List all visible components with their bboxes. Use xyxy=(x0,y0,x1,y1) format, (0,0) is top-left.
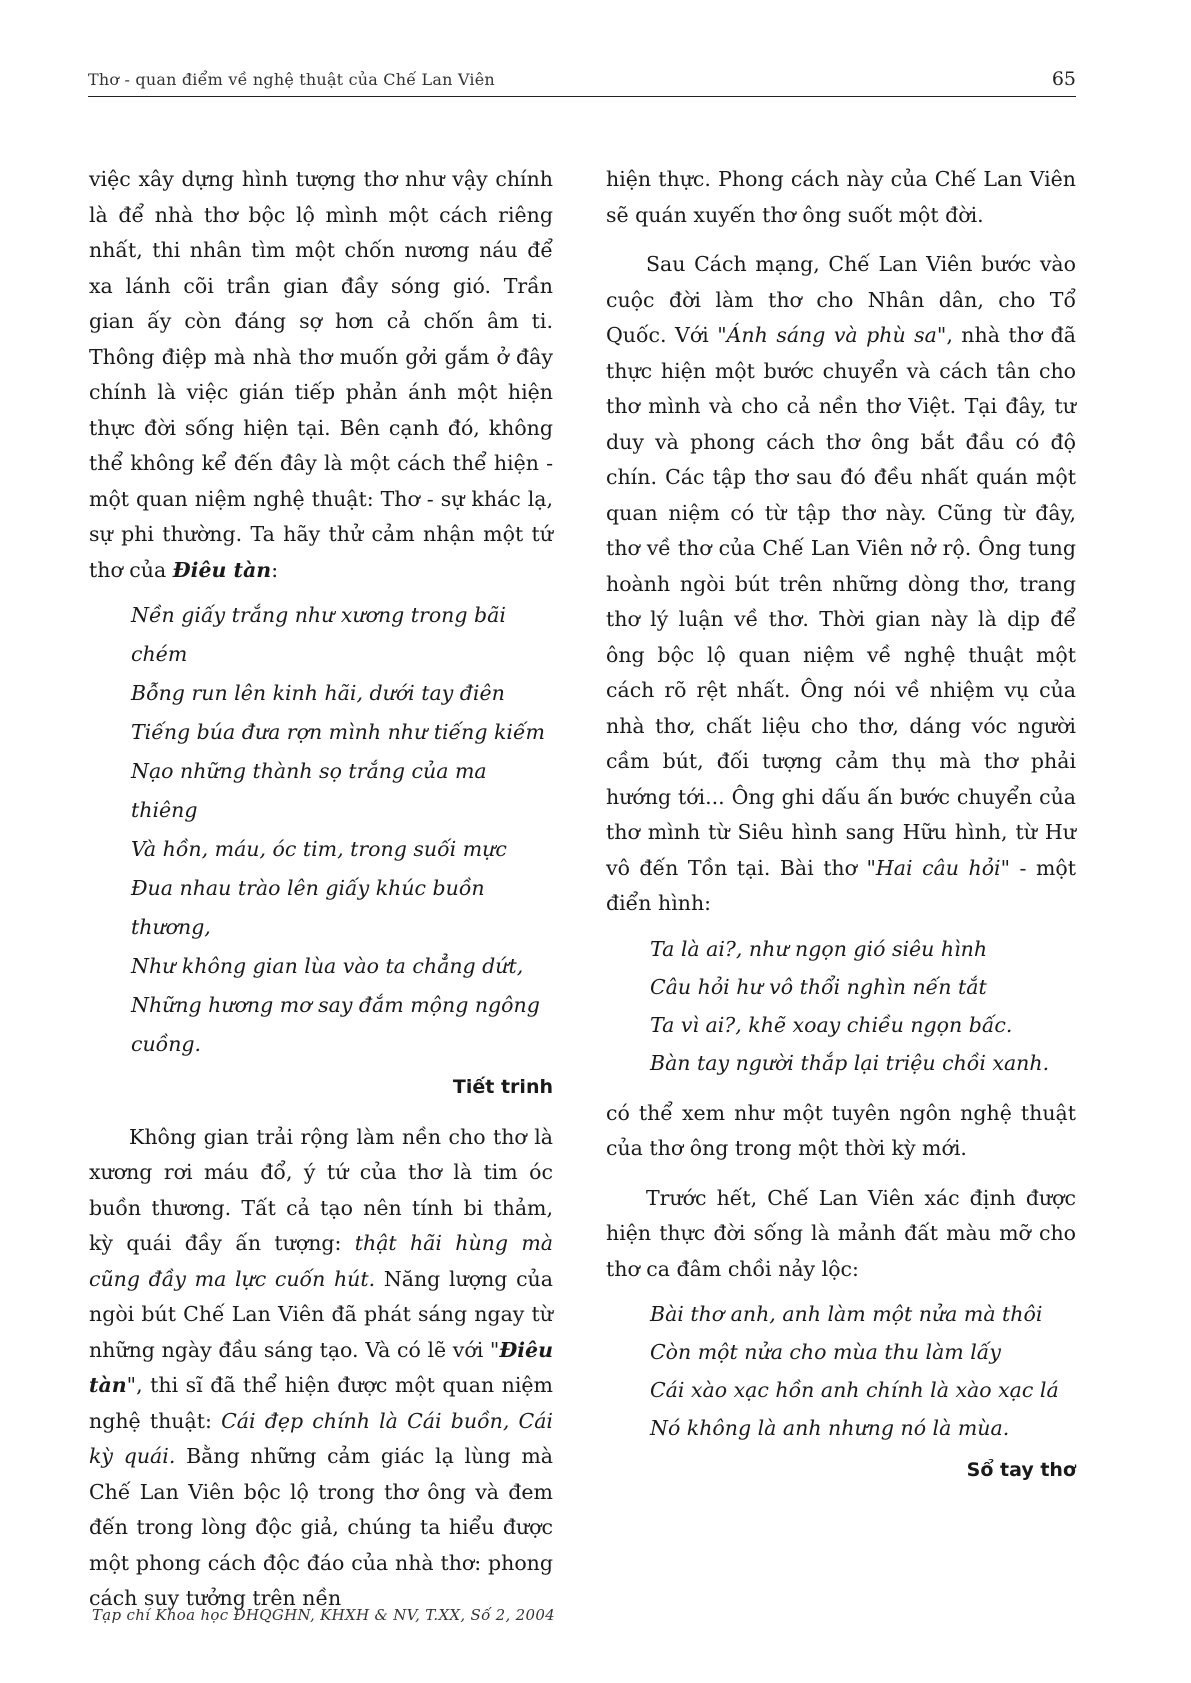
poem-line: Câu hỏi hư vô thổi nghìn nến tắt xyxy=(650,974,987,999)
poem-line: Bỗng run lên kinh hãi, dưới tay điên xyxy=(131,681,505,705)
poem-source: Sổ tay thơ xyxy=(966,1459,1076,1481)
paragraph: Không gian trải rộng làm nền cho thơ là xương rơi máu đổ, ý tứ của thơ là tim óc buồn thương. Tất cả tạo nên tính bi thảm, kỳ quái đầy ấn tượng: thật hãi hùng mà cũng đầy ma lực cuốn hút. Năng lượng của ngòi bút Chế Lan Viên đã phát sáng ngay từ những ngày đầu sáng tạo. Và có lẽ với "Điêu tàn", thi sĩ đã thể hiện được một quan niệm nghệ thuật: Cái đẹp chính là Cái buồn, Cái kỳ quái. Bằng những cảm giác lạ lùng mà Chế Lan Viên bộc lộ trong thơ ông và đem đến trong lòng độc giả, chúng ta hiểu được một phong cách độc đáo của nhà thơ: phong cách suy tưởng trên nền xyxy=(89,1124,554,1610)
paragraph: hiện thực. Phong cách này của Chế Lan Viên sẽ quán xuyến thơ ông suốt một đời. xyxy=(606,167,1076,227)
right-column xyxy=(606,162,1076,1499)
poem-line: Ta vì ai?, khẽ xoay chiều ngọn bấc. xyxy=(650,1012,1013,1037)
poem-line: Bàn tay người thắp lại triệu chồi xanh. xyxy=(650,1050,1050,1075)
poem-line: Ta là ai?, như ngọn gió siêu hình xyxy=(650,936,988,961)
left-column xyxy=(89,162,553,1617)
poem-line: Nó không là anh nhưng nó là mùa. xyxy=(650,1416,1010,1440)
poem-line: Nền giấy trắng như xương trong bãi chém xyxy=(131,603,506,666)
poem-line: Tiếng búa đưa rợn mình như tiếng kiếm xyxy=(131,720,545,744)
poem-quote xyxy=(89,596,553,1064)
paragraph: Trước hết, Chế Lan Viên xác định được hiện thực đời sống là mảnh đất màu mỡ cho thơ ca đâm chồi nảy lộc: xyxy=(606,1185,1076,1281)
poem-line: Đua nhau trào lên giấy khúc buồn thương, xyxy=(131,876,485,939)
paragraph: việc xây dựng hình tượng thơ như vậy chính là để nhà thơ bộc lộ mình một cách riêng nhất, thi nhân tìm một chốn nương náu để xa lánh cõi trần gian đầy sóng gió. Trần gian ấy còn đáng sợ hơn cả chốn âm ti. Thông điệp mà nhà thơ muốn gởi gắm ở đây chính là việc gián tiếp phản ánh một hiện thực đời sống hiện tại. Bên cạnh đó, không thể không kể đến đây là một cách thể hiện - một quan niệm nghệ thuật: Thơ - sự khác lạ, sự phi thường. Ta hãy thử cảm nhận một tứ thơ của Điêu tàn: xyxy=(89,167,553,582)
journal-citation: Tạp chí Khoa học ĐHQGHN, KHXH & NV, T.XX, Số 2, 2004 xyxy=(92,1606,556,1624)
poem-quote xyxy=(606,930,1076,1082)
paragraph: Sau Cách mạng, Chế Lan Viên bước vào cuộc đời làm thơ cho Nhân dân, cho Tổ Quốc. Với "Ánh sáng và phù sa", nhà thơ đã thực hiện một bước chuyển và cách tân cho thơ mình và cho cả nền thơ Việt. Tại đây, tư duy và phong cách thơ ông bắt đầu có độ chín. Các tập thơ sau đó đều nhất quán một quan niệm có từ tập thơ này. Cũng từ đây, thơ về thơ của Chế Lan Viên nở rộ. Ông tung hoành ngòi bút trên những dòng thơ, trang thơ lý luận về thơ. Thời gian này là dịp để ông bộc lộ quan niệm về nghệ thuật một cách rõ rệt nhất. Ông nói về nhiệm vụ của nhà thơ, chất liệu cho thơ, dáng vóc người cầm bút, đối tượng cảm thụ mà thơ phải hướng tới... Ông ghi dấu ấn bước chuyển của thơ mình từ Siêu hình sang Hữu hình, từ Hư vô đến Tồn tại. Bài thơ "Hai câu hỏi" - một điển hình: xyxy=(606,252,1076,915)
poem-line: Còn một nửa cho mùa thu làm lấy xyxy=(650,1340,1001,1364)
poem-line: Nạo những thành sọ trắng của ma thiêng xyxy=(131,759,487,822)
paragraph: có thể xem như một tuyên ngôn nghệ thuật của thơ ông trong một thời kỳ mới. xyxy=(606,1100,1076,1160)
poem-line: Và hồn, máu, óc tim, trong suối mực xyxy=(131,837,507,861)
poem-title: Điêu tàn xyxy=(172,557,272,582)
running-title: Thơ - quan điểm về nghệ thuật của Chế Lan Viên xyxy=(88,70,495,89)
poem-line: Bài thơ anh, anh làm một nửa mà thôi xyxy=(650,1302,1043,1326)
poem-line: Những hương mơ say đắm mộng ngông cuồng. xyxy=(131,993,540,1056)
page-header xyxy=(88,66,1076,97)
poem-quote xyxy=(606,1295,1076,1447)
page-number: 65 xyxy=(1051,68,1076,90)
poem-line: Như không gian lùa vào ta chẳng dứt, xyxy=(131,954,524,978)
poem-line: Cái xào xạc hồn anh chính là xào xạc lá xyxy=(650,1378,1059,1402)
poem-source: Tiết trinh xyxy=(452,1076,553,1098)
